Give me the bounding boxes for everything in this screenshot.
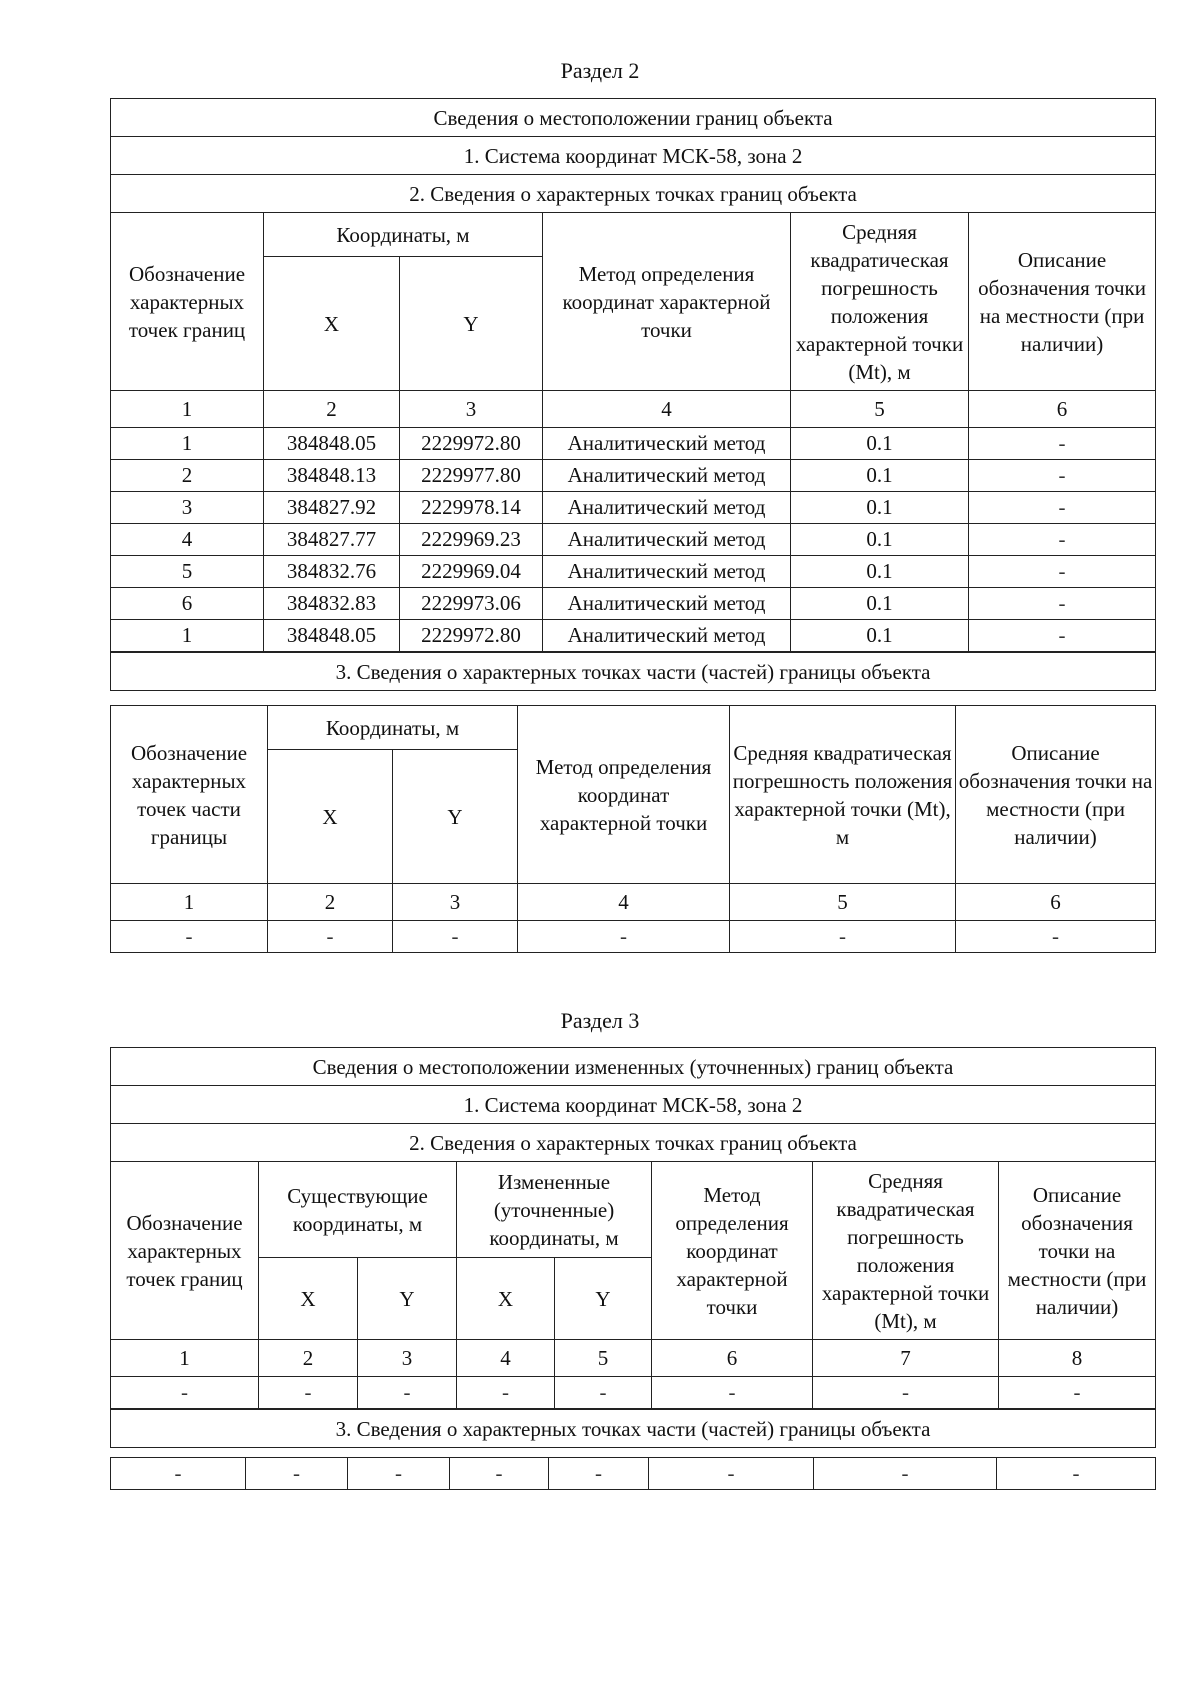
cell-error: 0.1: [791, 556, 969, 588]
empty-cell: -: [652, 1377, 813, 1410]
column-number: 2: [268, 884, 393, 921]
points-title: 2. Сведения о характерных точках границ объекта: [111, 175, 1156, 213]
column-number: 5: [730, 884, 956, 921]
header-x: X: [268, 750, 393, 884]
table-row: [111, 588, 1156, 620]
column-number: 8: [999, 1340, 1156, 1377]
cell-method: Аналитический метод: [543, 524, 791, 556]
header-error: Средняя квадратическая погрешность положения характерной точки (Mt), м: [730, 706, 956, 884]
column-number: 4: [457, 1340, 555, 1377]
table-row: [111, 921, 1156, 953]
empty-cell: -: [450, 1458, 549, 1490]
cell-description: -: [969, 492, 1156, 524]
table-row: [111, 492, 1156, 524]
table-row: [111, 460, 1156, 492]
header-method: Метод определения координат характерной точки: [652, 1162, 813, 1340]
column-number: 1: [111, 391, 264, 428]
column-number: 2: [264, 391, 400, 428]
column-number: 3: [358, 1340, 457, 1377]
header-existing-coords: Существующие координаты, м: [259, 1162, 457, 1258]
cell-method: Аналитический метод: [543, 428, 791, 460]
empty-cell: -: [730, 921, 956, 953]
section-2-heading: Раздел 2: [560, 58, 640, 83]
section-3-table: [110, 1047, 1156, 1448]
parts-title: 3. Сведения о характерных точках части (частей) границы объекта: [111, 652, 1156, 691]
column-number: 6: [956, 884, 1156, 921]
header-method: Метод определения координат характерной точки: [543, 213, 791, 391]
cell-error: 0.1: [791, 492, 969, 524]
cell-error: 0.1: [791, 460, 969, 492]
column-number: 5: [555, 1340, 652, 1377]
empty-cell: -: [518, 921, 730, 953]
empty-cell: -: [348, 1458, 450, 1490]
cell-method: Аналитический метод: [543, 588, 791, 620]
coord-system: 1. Система координат МСК-58, зона 2: [111, 137, 1156, 175]
header-description: Описание обозначения точки на местности (при наличии): [999, 1162, 1156, 1340]
cell-method: Аналитический метод: [543, 460, 791, 492]
header-y: Y: [400, 257, 543, 391]
points-title: 2. Сведения о характерных точках границ объекта: [111, 1124, 1156, 1162]
header-x: X: [264, 257, 400, 391]
column-number: 1: [111, 1340, 259, 1377]
cell-description: -: [969, 556, 1156, 588]
column-number: 5: [791, 391, 969, 428]
cell-description: -: [969, 428, 1156, 460]
cell-y: 2229973.06: [400, 588, 543, 620]
header-description: Описание обозначения точки на местности (при наличии): [956, 706, 1156, 884]
header-point-label: Обозначение характерных точек границ: [111, 1162, 259, 1340]
section-3-heading: Раздел 3: [560, 1008, 640, 1033]
header-x: X: [457, 1258, 555, 1340]
parts-title: 3. Сведения о характерных точках части (частей) границы объекта: [111, 1409, 1156, 1448]
cell-point: 2: [111, 460, 264, 492]
cell-x: 384848.13: [264, 460, 400, 492]
cell-x: 384832.76: [264, 556, 400, 588]
cell-error: 0.1: [791, 428, 969, 460]
column-number: 2: [259, 1340, 358, 1377]
column-number: 1: [111, 884, 268, 921]
empty-cell: -: [999, 1377, 1156, 1410]
cell-x: 384848.05: [264, 620, 400, 653]
column-number: 4: [518, 884, 730, 921]
empty-cell: -: [555, 1377, 652, 1410]
empty-cell: -: [649, 1458, 814, 1490]
header-y: Y: [358, 1258, 457, 1340]
header-x: X: [259, 1258, 358, 1340]
cell-description: -: [969, 588, 1156, 620]
coord-system: 1. Система координат МСК-58, зона 2: [111, 1086, 1156, 1124]
header-y: Y: [555, 1258, 652, 1340]
table-row: [111, 428, 1156, 460]
table-title: Сведения о местоположении измененных (уточненных) границ объекта: [111, 1048, 1156, 1086]
empty-cell: -: [997, 1458, 1156, 1490]
table-row: [111, 556, 1156, 588]
empty-cell: -: [111, 1377, 259, 1410]
empty-cell: -: [393, 921, 518, 953]
cell-method: Аналитический метод: [543, 556, 791, 588]
column-number: 7: [813, 1340, 999, 1377]
section-2-table: [110, 98, 1156, 691]
header-error: Средняя квадратическая погрешность положения характерной точки (Mt), м: [791, 213, 969, 391]
table-row: [111, 524, 1156, 556]
section-3-parts-table: [110, 1457, 1156, 1490]
column-number: 4: [543, 391, 791, 428]
cell-y: 2229969.23: [400, 524, 543, 556]
cell-point: 1: [111, 428, 264, 460]
cell-x: 384827.77: [264, 524, 400, 556]
empty-cell: -: [549, 1458, 649, 1490]
cell-error: 0.1: [791, 524, 969, 556]
header-y: Y: [393, 750, 518, 884]
cell-method: Аналитический метод: [543, 492, 791, 524]
cell-x: 384848.05: [264, 428, 400, 460]
section-2-parts-table: [110, 705, 1156, 953]
cell-point: 3: [111, 492, 264, 524]
cell-point: 4: [111, 524, 264, 556]
empty-cell: -: [813, 1377, 999, 1410]
empty-cell: -: [358, 1377, 457, 1410]
header-point-label: Обозначение характерных точек границ: [111, 213, 264, 391]
empty-cell: -: [259, 1377, 358, 1410]
empty-cell: -: [111, 1458, 246, 1490]
cell-y: 2229978.14: [400, 492, 543, 524]
table-title: Сведения о местоположении границ объекта: [111, 99, 1156, 137]
column-number: 3: [393, 884, 518, 921]
empty-cell: -: [814, 1458, 997, 1490]
header-error: Средняя квадратическая погрешность положения характерной точки (Mt), м: [813, 1162, 999, 1340]
cell-error: 0.1: [791, 620, 969, 653]
cell-x: 384827.92: [264, 492, 400, 524]
column-number: 3: [400, 391, 543, 428]
cell-description: -: [969, 524, 1156, 556]
empty-cell: -: [246, 1458, 348, 1490]
header-point-label: Обозначение характерных точек части границы: [111, 706, 268, 884]
cell-error: 0.1: [791, 588, 969, 620]
cell-description: -: [969, 620, 1156, 653]
header-coords: Координаты, м: [268, 706, 518, 750]
cell-y: 2229969.04: [400, 556, 543, 588]
cell-description: -: [969, 460, 1156, 492]
header-method: Метод определения координат характерной точки: [518, 706, 730, 884]
cell-method: Аналитический метод: [543, 620, 791, 653]
table-row: [111, 620, 1156, 653]
empty-cell: -: [111, 921, 268, 953]
header-changed-coords: Измененные (уточненные) координаты, м: [457, 1162, 652, 1258]
cell-y: 2229977.80: [400, 460, 543, 492]
empty-cell: -: [457, 1377, 555, 1410]
column-number: 6: [969, 391, 1156, 428]
cell-point: 5: [111, 556, 264, 588]
table-row: [111, 1458, 1156, 1490]
empty-cell: -: [268, 921, 393, 953]
header-description: Описание обозначения точки на местности (при наличии): [969, 213, 1156, 391]
cell-y: 2229972.80: [400, 428, 543, 460]
empty-cell: -: [956, 921, 1156, 953]
column-number: 6: [652, 1340, 813, 1377]
cell-point: 1: [111, 620, 264, 653]
header-coords: Координаты, м: [264, 213, 543, 257]
table-row: [111, 1377, 1156, 1410]
cell-x: 384832.83: [264, 588, 400, 620]
cell-y: 2229972.80: [400, 620, 543, 653]
cell-point: 6: [111, 588, 264, 620]
